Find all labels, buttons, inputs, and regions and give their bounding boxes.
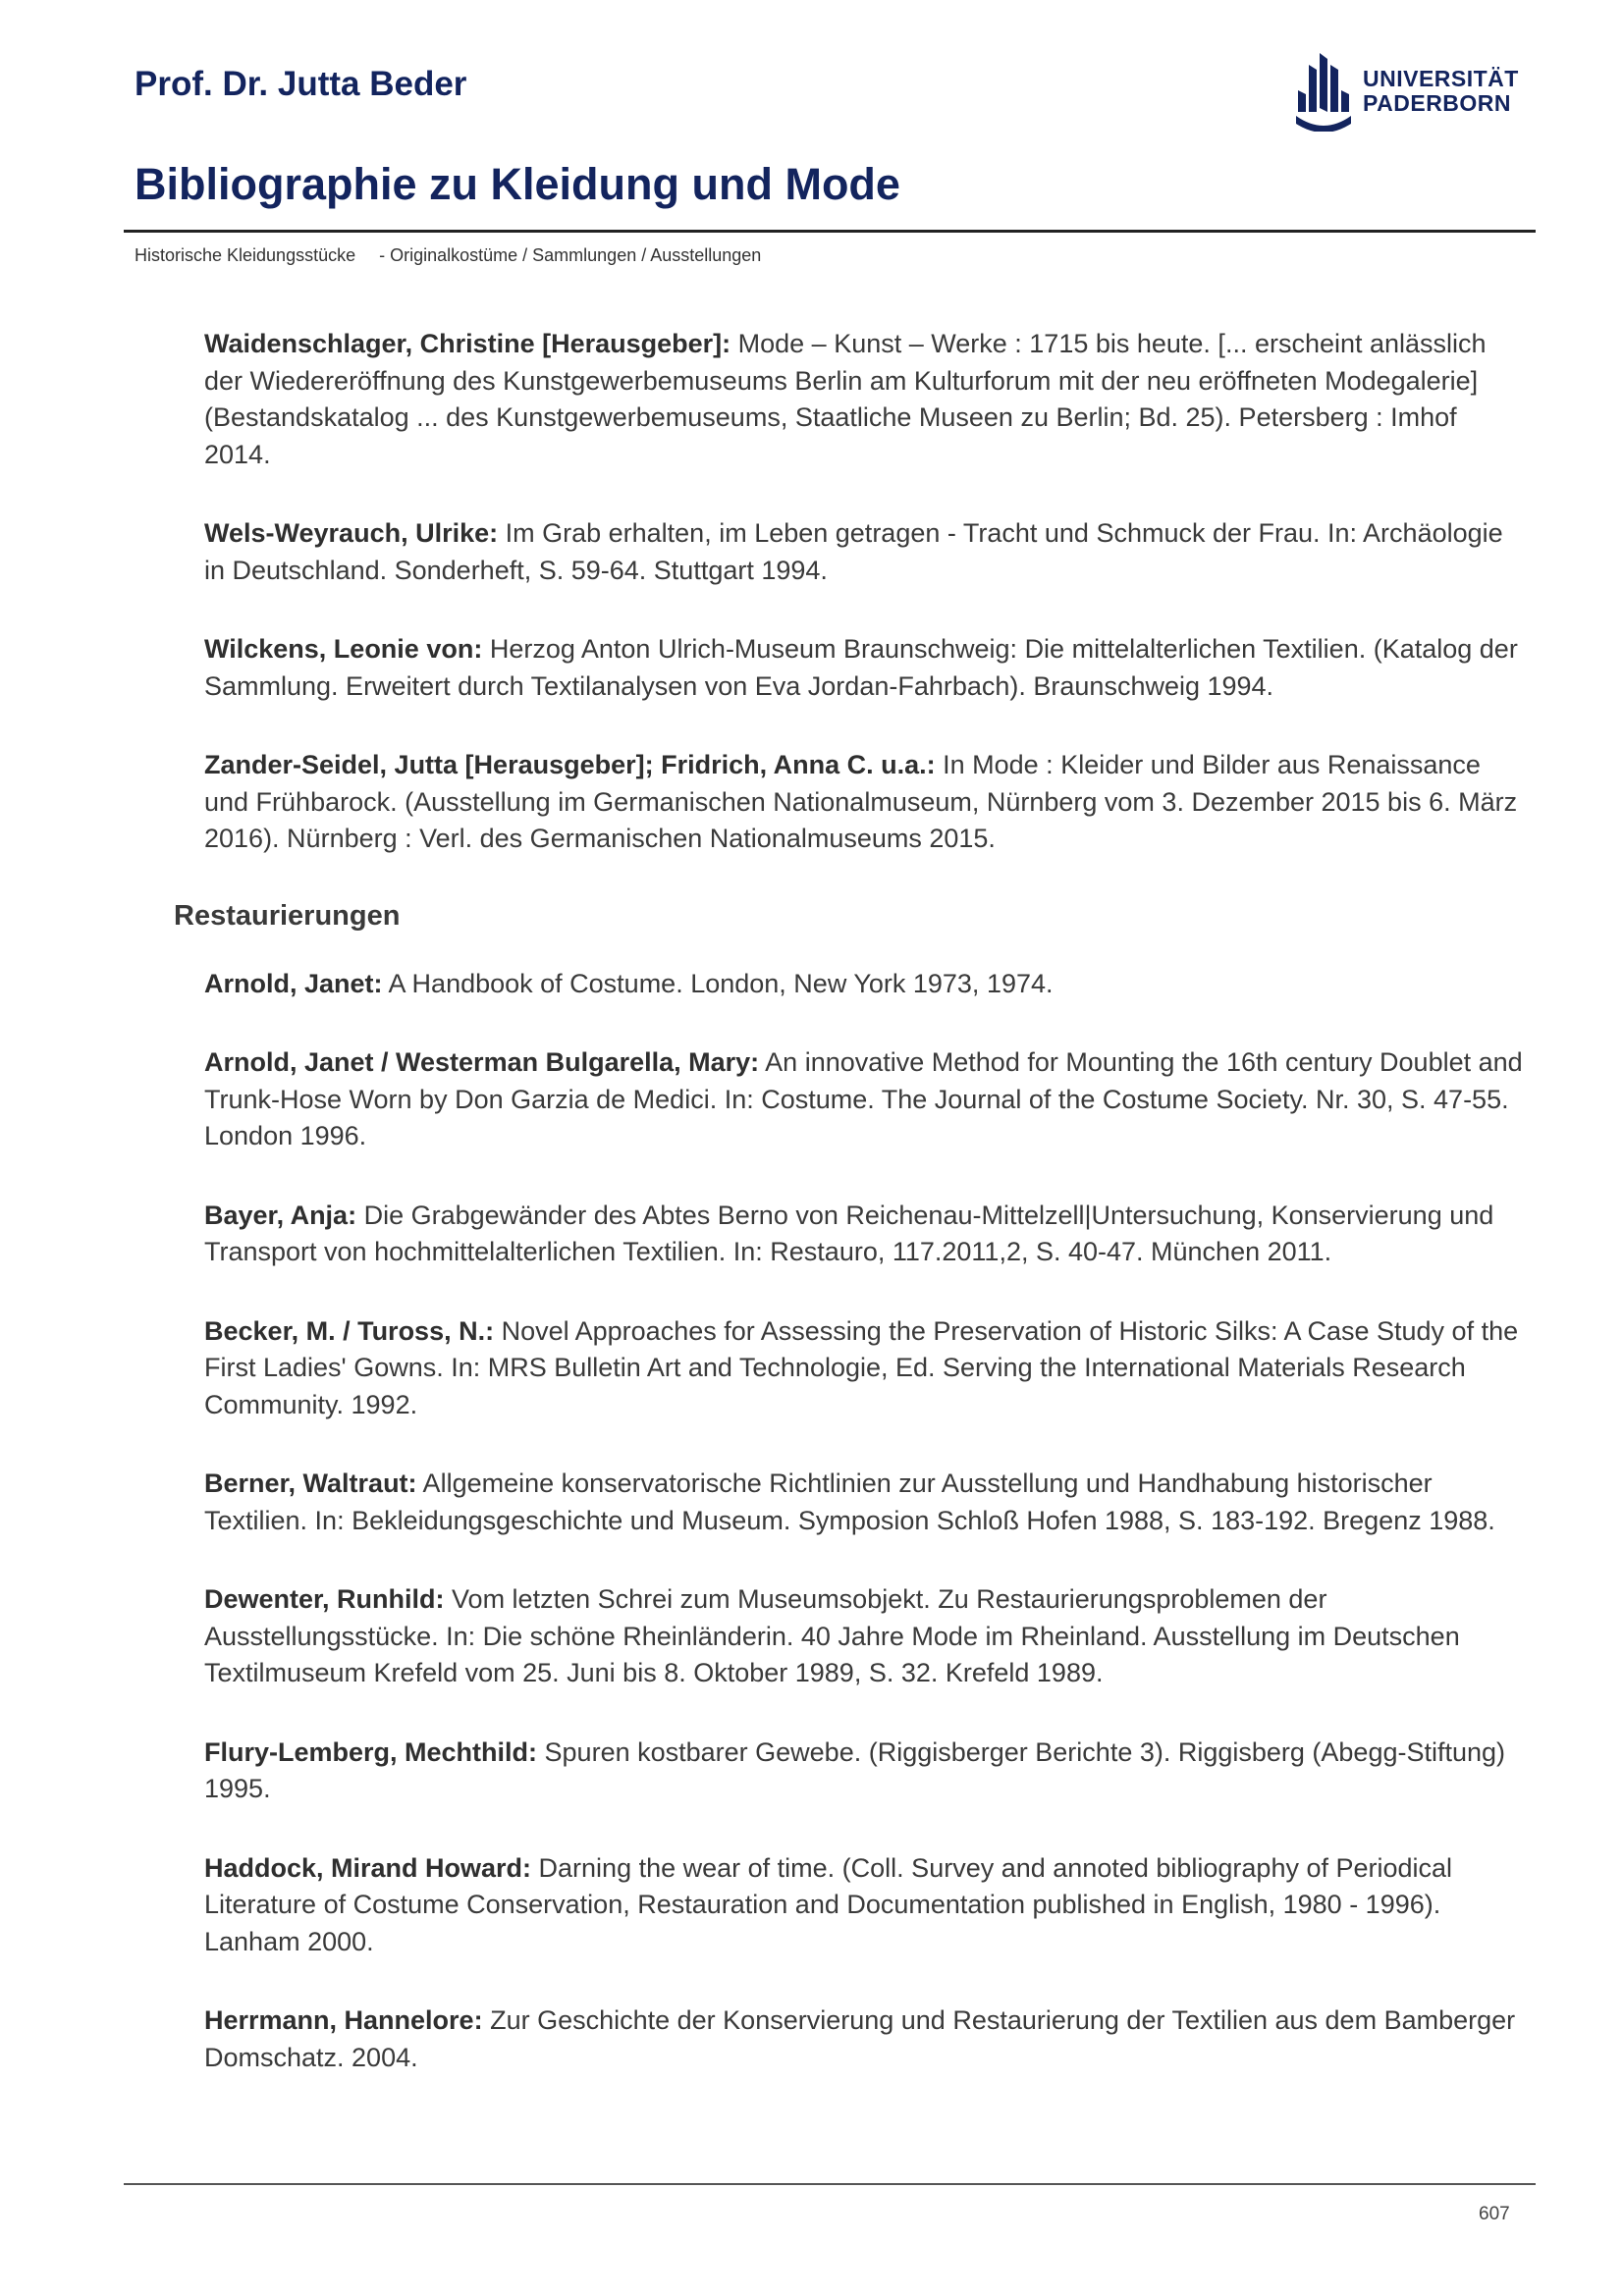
entry-author: Zander-Seidel, Jutta [Herausgeber]; Fridrich, Anna C. u.a.:: [204, 750, 936, 779]
entry-text: Vom letzten Schrei zum Museumsobjekt. Zu Restaurierungsproblemen der Ausstellungsstücke. In: Die schöne Rheinländerin. 40 Jahre Mode im Rheinland. Ausstellung im Deutschen Textilmuseum Krefeld vom 25. Juni bis 8. Oktober 1989, S. 32. Krefeld 1989.: [204, 1584, 1460, 1687]
author-name: Prof. Dr. Jutta Beder: [135, 65, 467, 103]
bibliography-entry: [204, 515, 1530, 589]
university-building-logo-icon: [1294, 51, 1353, 132]
header-divider: [124, 230, 1536, 233]
breadcrumb-category: Historische Kleidungsstücke: [135, 245, 356, 265]
bibliography-entry: [204, 1735, 1530, 1808]
section-heading-restaurierungen: Restaurierungen: [174, 899, 401, 932]
entry-author: Becker, M. / Tuross, N.:: [204, 1315, 495, 1346]
bibliography-entry: [204, 631, 1530, 705]
entry-text: Mode – Kunst – Werke : 1715 bis heute. [... erscheint anlässlich der Wiedereröffnung des Kunstgewerbemuseums Berlin am Kulturforum mit der neu eröffneten Modegalerie] (Bestandskatalog ... des Kunstgewerbemuseums, Staatliche Museen zu Berlin; Bd. 25). Petersberg : Imhof 2014.: [204, 329, 1487, 469]
bibliography-entry: [204, 2002, 1530, 2076]
entry-author: Haddock, Mirand Howard:: [204, 1852, 532, 1883]
entry-author: Waidenschlager, Christine [Herausgeber]:: [204, 329, 731, 358]
bibliography-entry: [204, 1044, 1530, 1155]
bibliography-list: [174, 326, 1530, 2118]
logo-line-2: PADERBORN: [1363, 90, 1512, 116]
entry-text: Darning the wear of time. (Coll. Survey and annoted bibliography of Periodical Literature of Costume Conservation, Restauration and Documentation published in English, 1980 - 1996). Lanham 2000.: [204, 1852, 1453, 1956]
entry-text: In Mode : Kleider und Bilder aus Renaissance und Frühbarock. (Ausstellung im Germanischen Nationalmuseum, Nürnberg vom 3. Dezember 2015 bis 6. März 2016). Nürnberg : Verl. des Germanischen Nationalmuseums 2015.: [204, 750, 1518, 853]
university-logo: [1294, 51, 1519, 132]
entry-text: Allgemeine konservatorische Richtlinien zur Ausstellung und Handhabung historischer Textilien. In: Bekleidungsgeschichte und Museum. Symposion Schloß Hofen 1988, S. 183-192. Bregenz 1988.: [204, 1468, 1495, 1535]
entry-author: Herrmann, Hannelore:: [204, 2005, 483, 2035]
entry-text: Herzog Anton Ulrich-Museum Braunschweig: Die mittelalterlichen Textilien. (Katalog der Sammlung. Erweitert durch Textilanalysen von Eva Jordan-Fahrbach). Braunschweig 1994.: [204, 634, 1518, 701]
entry-text: A Handbook of Costume. London, New York 1973, 1974.: [382, 968, 1054, 998]
bibliography-entry: [204, 326, 1530, 473]
bibliography-entry: [204, 747, 1530, 858]
footer-divider: [124, 2183, 1536, 2185]
entry-text: An innovative Method for Mounting the 16th century Doublet and Trunk-Hose Worn by Don Garzia de Medici. In: Costume. The Journal of the Costume Society. Nr. 30, S. 47-55. London 1996.: [204, 1047, 1523, 1150]
entry-text: Die Grabgewänder des Abtes Berno von Reichenau-Mittelzell|Untersuchung, Konservierung und Transport von hochmittelalterlichen Textilien. In: Restauro, 117.2011,2, S. 40-47. München 2011.: [204, 1200, 1494, 1266]
entry-author: Wilckens, Leonie von:: [204, 634, 483, 664]
entry-author: Bayer, Anja:: [204, 1200, 357, 1230]
entry-text: Zur Geschichte der Konservierung und Restaurierung der Textilien aus dem Bamberger Domschatz. 2004.: [204, 2005, 1516, 2072]
entry-author: Arnold, Janet:: [204, 968, 383, 998]
breadcrumb: [135, 245, 761, 266]
bibliography-entry: [204, 1198, 1530, 1271]
entry-text: Im Grab erhalten, im Leben getragen - Tracht und Schmuck der Frau. In: Archäologie in Deutschland. Sonderheft, S. 59-64. Stuttgart 1994.: [204, 518, 1503, 585]
bibliography-entry: [204, 1466, 1530, 1539]
entry-text: Novel Approaches for Assessing the Preservation of Historic Silks: A Case Study of the First Ladies' Gowns. In: MRS Bulletin Art and Technologie, Ed. Serving the International Materials Research Community. 1992.: [204, 1315, 1519, 1419]
breadcrumb-subcategory: - Originalkostüme / Sammlungen / Ausstellungen: [379, 245, 762, 265]
entry-text: Spuren kostbarer Gewebe. (Riggisberger Berichte 3). Riggisberg (Abegg-Stiftung) 1995.: [204, 1736, 1506, 1803]
bibliography-entry: [204, 1313, 1530, 1424]
page-number: 607: [1479, 2204, 1510, 2224]
bibliography-entry: [204, 1581, 1530, 1692]
entry-author: Arnold, Janet / Westerman Bulgarella, Mary:: [204, 1047, 760, 1077]
logo-line-1: UNIVERSITÄT: [1363, 66, 1519, 91]
document-title: Bibliographie zu Kleidung und Mode: [135, 159, 900, 209]
entry-author: Flury-Lemberg, Mechthild:: [204, 1736, 538, 1767]
entry-author: Berner, Waltraut:: [204, 1468, 417, 1498]
entry-author: Dewenter, Runhild:: [204, 1584, 445, 1614]
bibliography-entry: [204, 1850, 1530, 1961]
bibliography-entry: [204, 966, 1530, 1003]
entry-author: Wels-Weyrauch, Ulrike:: [204, 518, 499, 548]
